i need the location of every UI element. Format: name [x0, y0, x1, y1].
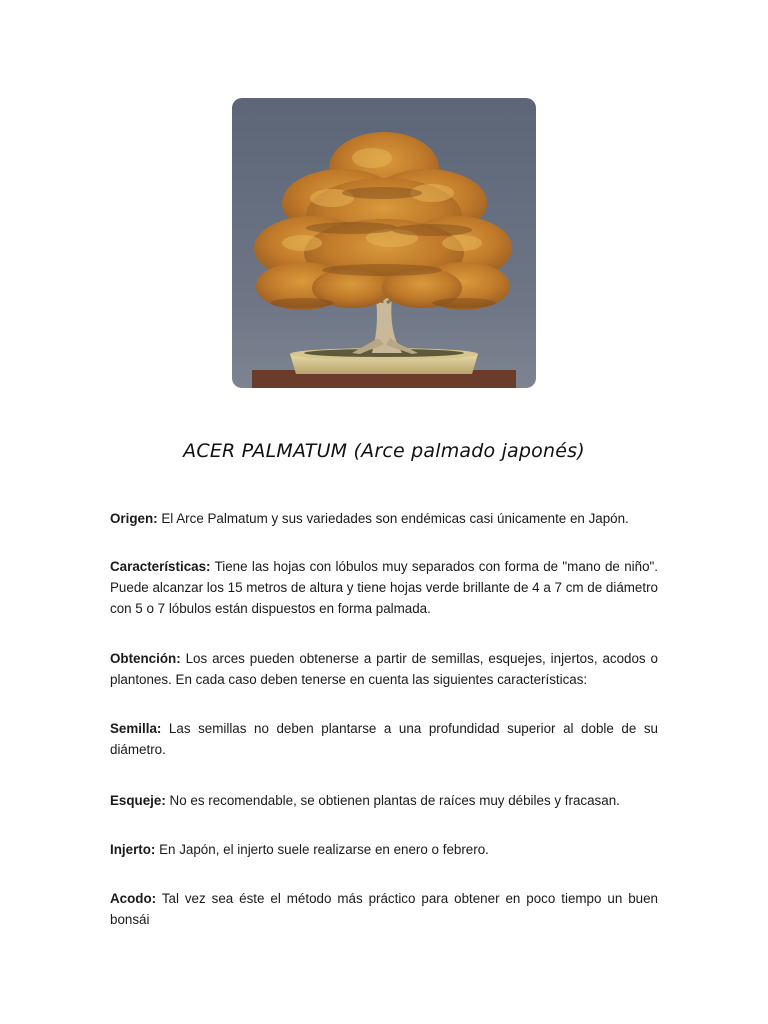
paragraph-label: Injerto:	[110, 842, 156, 857]
paragraph-text: Tal vez sea éste el método más práctico para obtener en poco tiempo un buen bonsái	[110, 891, 658, 927]
paragraph-obtencion	[110, 648, 658, 690]
paragraph-semilla	[110, 718, 658, 760]
paragraph-label: Semilla:	[110, 721, 162, 736]
paragraph-text: Los arces pueden obtenerse a partir de semillas, esquejes, injertos, acodos o plantones. En cada caso deben tenerse en cuenta las siguientes características:	[110, 651, 658, 687]
paragraph-text: El Arce Palmatum y sus variedades son endémicas casi únicamente en Japón.	[157, 511, 629, 526]
paragraph-origen	[110, 508, 658, 529]
paragraph-injerto	[110, 839, 658, 860]
paragraph-caracteristicas	[110, 556, 658, 619]
paragraph-label: Esqueje:	[110, 793, 166, 808]
document-title: ACER PALMATUM (Arce palmado japonés)	[183, 440, 585, 462]
bonsai-tree-photo	[232, 98, 536, 388]
paragraph-text: En Japón, el injerto suele realizarse en enero o febrero.	[155, 842, 489, 857]
paragraph-text: No es recomendable, se obtienen plantas de raíces muy débiles y fracasan.	[165, 793, 620, 808]
paragraph-label: Origen:	[110, 511, 158, 526]
paragraph-label: Acodo:	[110, 891, 157, 906]
paragraph-text: Tiene las hojas con lóbulos muy separados con forma de "mano de niño". Puede alcanzar los 15 metros de altura y tiene hojas verde brillante de 4 a 7 cm de diámetro con 5 o 7 lóbulos están dispuestos en forma palmada.	[110, 559, 658, 616]
paragraph-label: Características:	[110, 559, 211, 574]
paragraph-text: Las semillas no deben plantarse a una profundidad superior al doble de su diámetro.	[110, 721, 658, 757]
paragraph-acodo	[110, 888, 658, 930]
paragraph-esqueje	[110, 790, 658, 811]
paragraph-label: Obtención:	[110, 651, 181, 666]
